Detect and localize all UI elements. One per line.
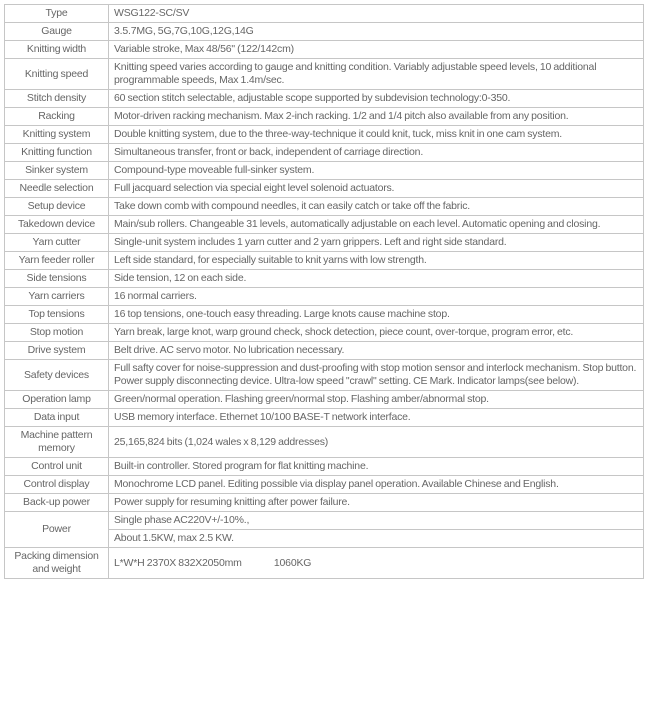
- spec-label: Control unit: [5, 458, 109, 476]
- spec-label: Stitch density: [5, 90, 109, 108]
- spec-value: Take down comb with compound needles, it can easily catch or take off the fabric.: [109, 198, 644, 216]
- row-data-input: [5, 409, 644, 427]
- row-packing-dimension-weight: [5, 548, 644, 579]
- spec-label: Packing dimension and weight: [5, 548, 109, 579]
- spec-label: Drive system: [5, 342, 109, 360]
- row-yarn-carriers: [5, 288, 644, 306]
- spec-value: Knitting speed varies according to gauge and knitting condition. Variably adjustable speed levels, 10 additional programmable speeds, Max 1.4m/sec.: [109, 59, 644, 90]
- spec-label: Yarn feeder roller: [5, 252, 109, 270]
- spec-label: Safety devices: [5, 360, 109, 391]
- row-control-unit: [5, 458, 644, 476]
- spec-value: Simultaneous transfer, front or back, independent of carriage direction.: [109, 144, 644, 162]
- spec-value: Motor-driven racking mechanism. Max 2-inch racking. 1/2 and 1/4 pitch also available from any position.: [109, 108, 644, 126]
- spec-label: Setup device: [5, 198, 109, 216]
- spec-value: Side tension, 12 on each side.: [109, 270, 644, 288]
- spec-label: Needle selection: [5, 180, 109, 198]
- spec-label: Knitting speed: [5, 59, 109, 90]
- row-stitch-density: [5, 90, 644, 108]
- spec-label: Knitting width: [5, 41, 109, 59]
- row-knitting-system: [5, 126, 644, 144]
- spec-label: Knitting function: [5, 144, 109, 162]
- spec-value: Full safty cover for noise-suppression and dust-proofing with stop motion sensor and interlock mechanism. Stop button. Power supply disconnecting device. Ultra-low speed "crawl" setting. CE Mark. Indicator lamps(see below).: [109, 360, 644, 391]
- packing-weight: 1060KG: [273, 556, 312, 569]
- row-power: [5, 512, 644, 530]
- spec-value: 25,165,824 bits (1,024 wales x 8,129 addresses): [109, 427, 644, 458]
- spec-label: Top tensions: [5, 306, 109, 324]
- row-operation-lamp: [5, 391, 644, 409]
- spec-label: Control display: [5, 476, 109, 494]
- row-stop-motion: [5, 324, 644, 342]
- spec-value: 60 section stitch selectable, adjustable scope supported by subdevision technology:0-350.: [109, 90, 644, 108]
- row-yarn-cutter: [5, 234, 644, 252]
- spec-value: Monochrome LCD panel. Editing possible via display panel operation. Available Chinese and English.: [109, 476, 644, 494]
- row-needle-selection: [5, 180, 644, 198]
- spec-label: Stop motion: [5, 324, 109, 342]
- spec-label: Gauge: [5, 23, 109, 41]
- spec-value: Power supply for resuming knitting after power failure.: [109, 494, 644, 512]
- spec-value: Compound-type moveable full-sinker system.: [109, 162, 644, 180]
- spec-label: Power: [5, 512, 109, 548]
- spec-value: Full jacquard selection via special eight level solenoid actuators.: [109, 180, 644, 198]
- spec-value: Yarn break, large knot, warp ground check, shock detection, piece count, over-torque, program error, etc.: [109, 324, 644, 342]
- spec-value: Double knitting system, due to the three-way-technique it could knit, tuck, miss knit in one cam system.: [109, 126, 644, 144]
- spec-label: Yarn cutter: [5, 234, 109, 252]
- row-knitting-function: [5, 144, 644, 162]
- spec-value: 16 normal carriers.: [109, 288, 644, 306]
- row-setup-device: [5, 198, 644, 216]
- row-knitting-speed: [5, 59, 644, 90]
- spec-label: Sinker system: [5, 162, 109, 180]
- row-knitting-width: [5, 41, 644, 59]
- spec-label: Takedown device: [5, 216, 109, 234]
- row-control-display: [5, 476, 644, 494]
- spec-value: 16 top tensions, one-touch easy threading. Large knots cause machine stop.: [109, 306, 644, 324]
- spec-label: Side tensions: [5, 270, 109, 288]
- row-top-tensions: [5, 306, 644, 324]
- spec-value: Green/normal operation. Flashing green/normal stop. Flashing amber/abnormal stop.: [109, 391, 644, 409]
- row-machine-pattern-memory: [5, 427, 644, 458]
- spec-value: Single phase AC220V+/-10%.,: [109, 512, 644, 530]
- row-yarn-feeder-roller: [5, 252, 644, 270]
- spec-label: Racking: [5, 108, 109, 126]
- spec-label: Back-up power: [5, 494, 109, 512]
- row-takedown-device: [5, 216, 644, 234]
- spec-value: Built-in controller. Stored program for flat knitting machine.: [109, 458, 644, 476]
- spec-table: [4, 4, 644, 579]
- spec-value: Belt drive. AC servo motor. No lubrication necessary.: [109, 342, 644, 360]
- spec-value: 3.5.7MG, 5G,7G,10G,12G,14G: [109, 23, 644, 41]
- row-sinker-system: [5, 162, 644, 180]
- row-racking: [5, 108, 644, 126]
- spec-value: [109, 548, 644, 579]
- spec-label: Knitting system: [5, 126, 109, 144]
- spec-value: Left side standard, for especially suitable to knit yarns with low strength.: [109, 252, 644, 270]
- row-side-tensions: [5, 270, 644, 288]
- spec-label: Yarn carriers: [5, 288, 109, 306]
- spec-label: Type: [5, 5, 109, 23]
- spec-label: Data input: [5, 409, 109, 427]
- row-backup-power: [5, 494, 644, 512]
- row-safety-devices: [5, 360, 644, 391]
- spec-value: Single-unit system includes 1 yarn cutter and 2 yarn grippers. Left and right side standard.: [109, 234, 644, 252]
- spec-value: USB memory interface. Ethernet 10/100 BASE-T network interface.: [109, 409, 644, 427]
- spec-label: Operation lamp: [5, 391, 109, 409]
- spec-value: Variable stroke, Max 48/56" (122/142cm): [109, 41, 644, 59]
- spec-value: WSG122-SC/SV: [109, 5, 644, 23]
- row-gauge: [5, 23, 644, 41]
- row-drive-system: [5, 342, 644, 360]
- spec-label: Machine pattern memory: [5, 427, 109, 458]
- spec-value: About 1.5KW, max 2.5 KW.: [109, 530, 644, 548]
- packing-dimensions: L*W*H 2370X 832X2050mm: [114, 556, 242, 569]
- spec-value: Main/sub rollers. Changeable 31 levels, automatically adjustable on each level. Automatic opening and closing.: [109, 216, 644, 234]
- row-type: [5, 5, 644, 23]
